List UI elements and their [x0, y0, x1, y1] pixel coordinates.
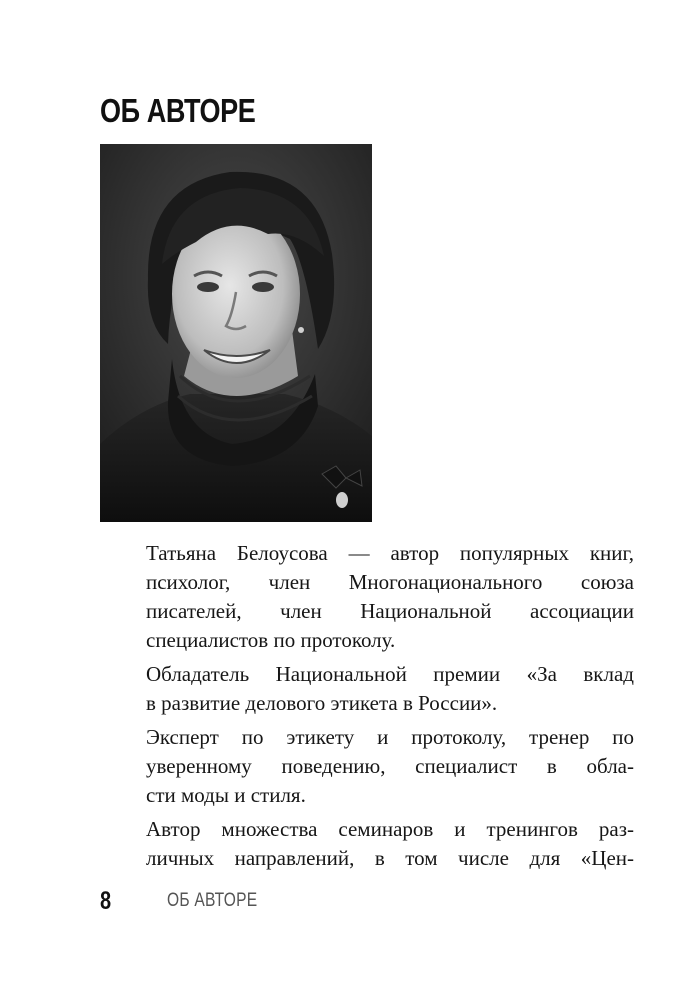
text-line: личных направлений, в том числе для «Цен- — [146, 846, 634, 870]
author-bio — [146, 539, 634, 878]
text-line: уверенному поведению, специалист в обла- — [146, 754, 634, 778]
text-line: Обладатель Национальной премии «За вклад — [146, 662, 634, 686]
bio-paragraph — [146, 539, 634, 655]
bio-paragraph — [146, 723, 634, 810]
text-line: в развитие делового этикета в России». — [146, 691, 498, 715]
running-title: ОБ АВТОРЕ — [167, 890, 258, 911]
page-title: ОБ АВТОРЕ — [100, 92, 256, 129]
page-number: 8 — [100, 887, 112, 915]
bio-paragraph — [146, 660, 634, 718]
text-line: специалистов по протоколу. — [146, 628, 396, 652]
text-line: психолог, член Многонационального союза — [146, 570, 634, 594]
text-line: сти моды и стиля. — [146, 783, 306, 807]
author-photo — [100, 144, 372, 522]
text-line: Автор множества семинаров и тренингов раз- — [146, 817, 634, 841]
text-line: Эксперт по этикету и протоколу, тренер по — [146, 725, 634, 749]
bio-paragraph — [146, 815, 634, 873]
author-portrait-icon — [100, 144, 372, 522]
text-line: Татьяна Белоусова — автор популярных книг, — [146, 541, 634, 565]
text-line: писателей, член Национальной ассоциации — [146, 599, 634, 623]
